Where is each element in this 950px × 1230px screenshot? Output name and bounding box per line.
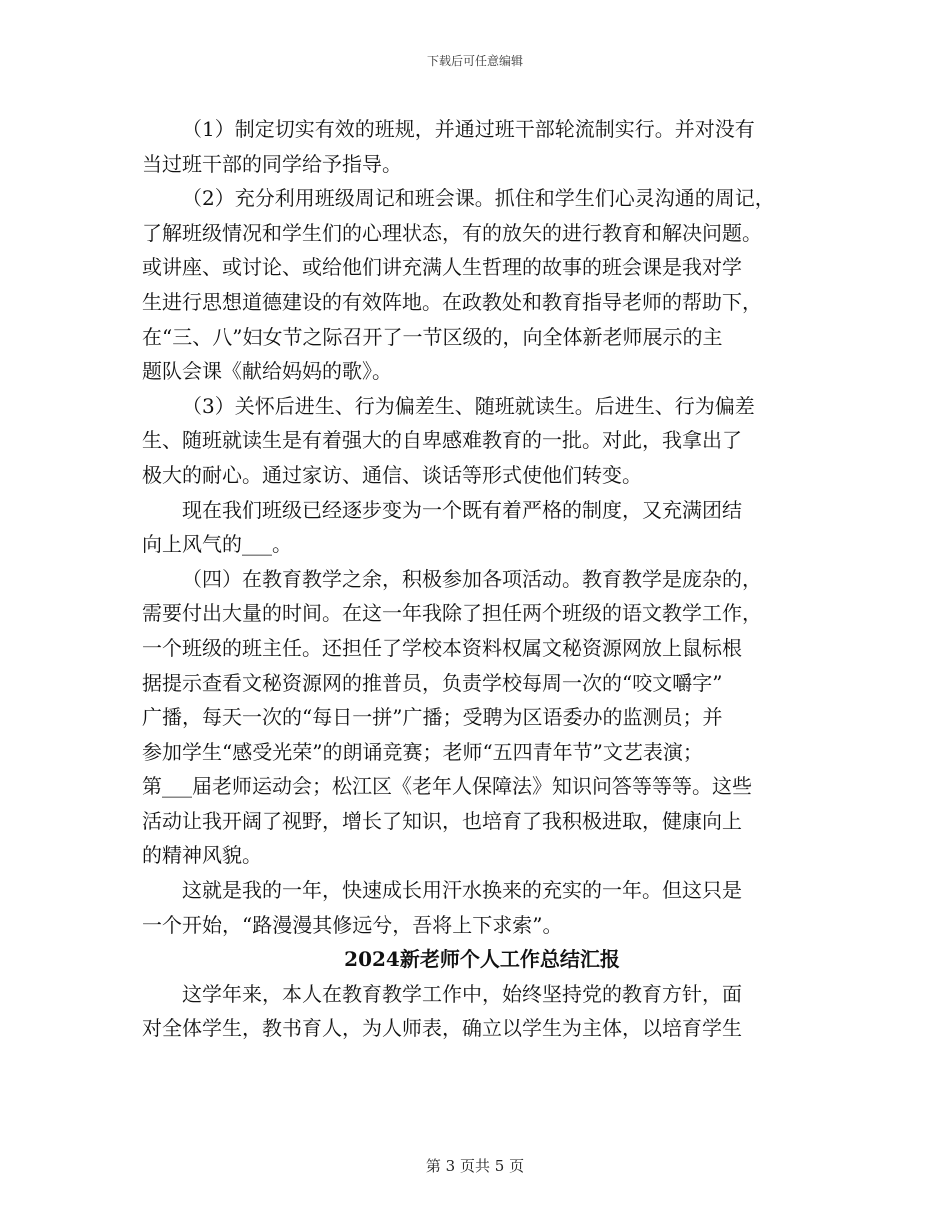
text-line: 当过班干部的同学给予指导。 [142, 151, 402, 176]
text-line: （四）在教育教学之余，积极参加各项活动。教育教学是庞杂的， [182, 566, 762, 591]
text-line: 极大的耐心。通过家访、通信、谈话等形式使他们转变。 [142, 462, 642, 487]
paragraph-weekly-journal [142, 181, 822, 389]
text-line: 活动让我开阔了视野，增长了知识，也培育了我积极进取，健康向上 [142, 808, 742, 833]
document-body [142, 112, 822, 1046]
text-line: 生进行思想道德建设的有效阵地。在政教处和教育指导老师的帮助下， [142, 289, 762, 314]
text-line: 题队会课《献给妈妈的歌》。 [142, 359, 392, 384]
text-line: 一个班级的班主任。还担任了学校本资料权属文秘资源网放上鼠标根 [142, 635, 742, 660]
text-line: 广播，每天一次的“每日一拼”广播；受聘为区语委办的监测员；并 [142, 705, 723, 730]
text-line: 第___届老师运动会；松江区《老年人保障法》知识问答等等等。这些 [142, 774, 752, 799]
paragraph-activities [142, 562, 822, 873]
paragraph-new-section-intro [142, 977, 822, 1046]
paragraph-care-students [142, 389, 822, 493]
text-line: （3）关怀后进生、行为偏差生、随班就读生。后进生、行为偏差 [182, 393, 755, 418]
page-header: 下载后可任意编辑 [426, 54, 523, 68]
text-line: 这学年来，本人在教育教学工作中，始终坚持党的教育方针，面 [182, 981, 742, 1006]
text-line: 对全体学生，教书育人，为人师表，确立以学生为主体，以培育学生 [142, 1016, 742, 1041]
text-line: 参加学生“感受光荣”的朗诵竞赛；老师“五四青年节”文艺表演； [142, 739, 703, 764]
text-line: 了解班级情况和学生们的心理状态，有的放矢的进行教育和解决问题。 [142, 220, 762, 245]
page-footer: 第 3 页共 5 页 [425, 1157, 525, 1175]
text-line: 需要付出大量的时间。在这一年我除了担任两个班级的语文教学工作， [142, 601, 762, 626]
text-line: （1）制定切实有效的班规，并通过班干部轮流制实行。并对没有 [182, 117, 755, 141]
text-line: 这就是我的一年，快速成长用汗水换来的充实的一年。但这只是 [182, 878, 742, 903]
text-line: （2）充分利用班级周记和班会课。抓住和学生们心灵沟通的周记， [182, 186, 775, 211]
paragraph-class-status [142, 493, 822, 562]
text-line: 一个开始，“路漫漫其修远兮，吾将上下求索”。 [142, 912, 563, 937]
section-title: 2024新老师个人工作总结汇报 [344, 947, 620, 972]
text-line: 在“三、八”妇女节之际召开了一节区级的，向全体新老师展示的主 [142, 324, 723, 349]
text-line: 的精神风貌。 [142, 843, 262, 868]
text-line: 向上风气的___。 [142, 532, 292, 557]
text-line: 据提示查看文秘资源网的推普员，负责学校每周一次的“咬文嚼字” [142, 670, 723, 695]
text-line: 现在我们班级已经逐步变为一个既有着严格的制度，又充满团结 [182, 497, 742, 522]
text-line: 生、随班就读生是有着强大的自卑感难教育的一批。对此，我拿出了 [142, 428, 742, 453]
text-line: 或讲座、或讨论、或给他们讲充满人生哲理的故事的班会课是我对学 [142, 255, 742, 280]
paragraph-class-rules [142, 112, 822, 181]
paragraph-summary [142, 873, 822, 942]
